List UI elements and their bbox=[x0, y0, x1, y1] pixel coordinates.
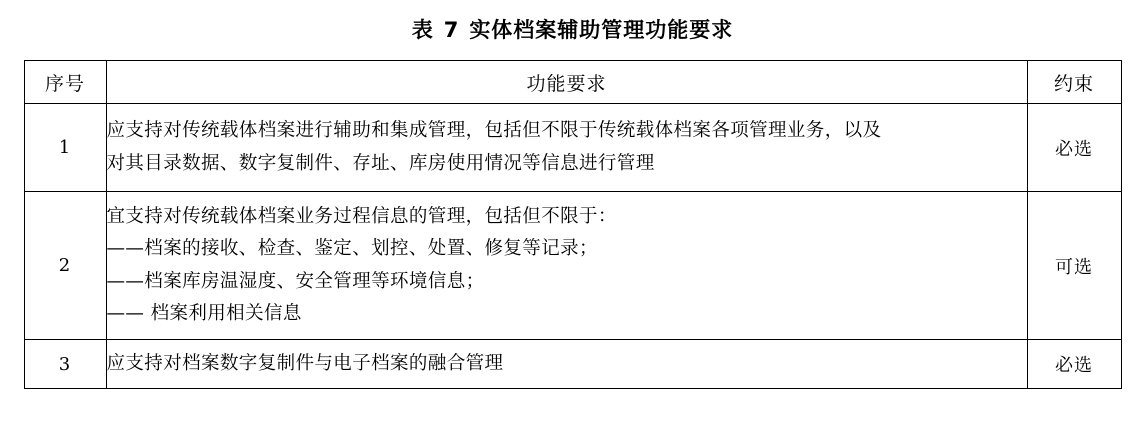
table-row bbox=[24, 104, 1121, 192]
requirement-line: ——档案的接收、检查、鉴定、划控、处置、修复等记录； bbox=[106, 238, 598, 260]
table-row bbox=[24, 340, 1121, 389]
row-constraint: 可选 bbox=[1027, 192, 1121, 340]
requirement-line: 对其目录数据、数字复制件、存址、库房使用情况等信息进行管理 bbox=[106, 152, 655, 174]
requirement-line: 宜支持对传统载体档案业务过程信息的管理，包括但不限于： bbox=[106, 205, 617, 227]
header-constraint: 约束 bbox=[1027, 61, 1121, 104]
requirement-line: —— 档案利用相关信息 bbox=[106, 302, 302, 324]
table-caption bbox=[0, 0, 1145, 60]
row-no: 2 bbox=[24, 192, 106, 340]
row-requirement bbox=[106, 340, 1027, 389]
row-constraint: 必选 bbox=[1027, 340, 1121, 389]
caption-label: 表 bbox=[411, 18, 434, 42]
row-no: 1 bbox=[24, 104, 106, 192]
header-no: 序号 bbox=[24, 61, 106, 104]
row-requirement bbox=[106, 192, 1027, 340]
header-requirement: 功能要求 bbox=[106, 61, 1027, 104]
requirement-line: 应支持对档案数字复制件与电子档案的融合管理 bbox=[106, 353, 504, 374]
table-header-row bbox=[24, 61, 1121, 104]
row-no: 3 bbox=[24, 340, 106, 389]
row-constraint: 必选 bbox=[1027, 104, 1121, 192]
caption-title: 实体档案辅助管理功能要求 bbox=[469, 18, 734, 42]
requirements-table bbox=[24, 60, 1122, 389]
requirement-line: 应支持对传统载体档案进行辅助和集成管理，包括但不限于传统载体档案各项管理业务，以及 bbox=[106, 120, 882, 142]
table-row bbox=[24, 192, 1121, 340]
caption-number: 7 bbox=[443, 18, 460, 42]
requirement-line: ——档案库房温湿度、安全管理等环境信息； bbox=[106, 270, 485, 292]
row-requirement bbox=[106, 104, 1027, 192]
